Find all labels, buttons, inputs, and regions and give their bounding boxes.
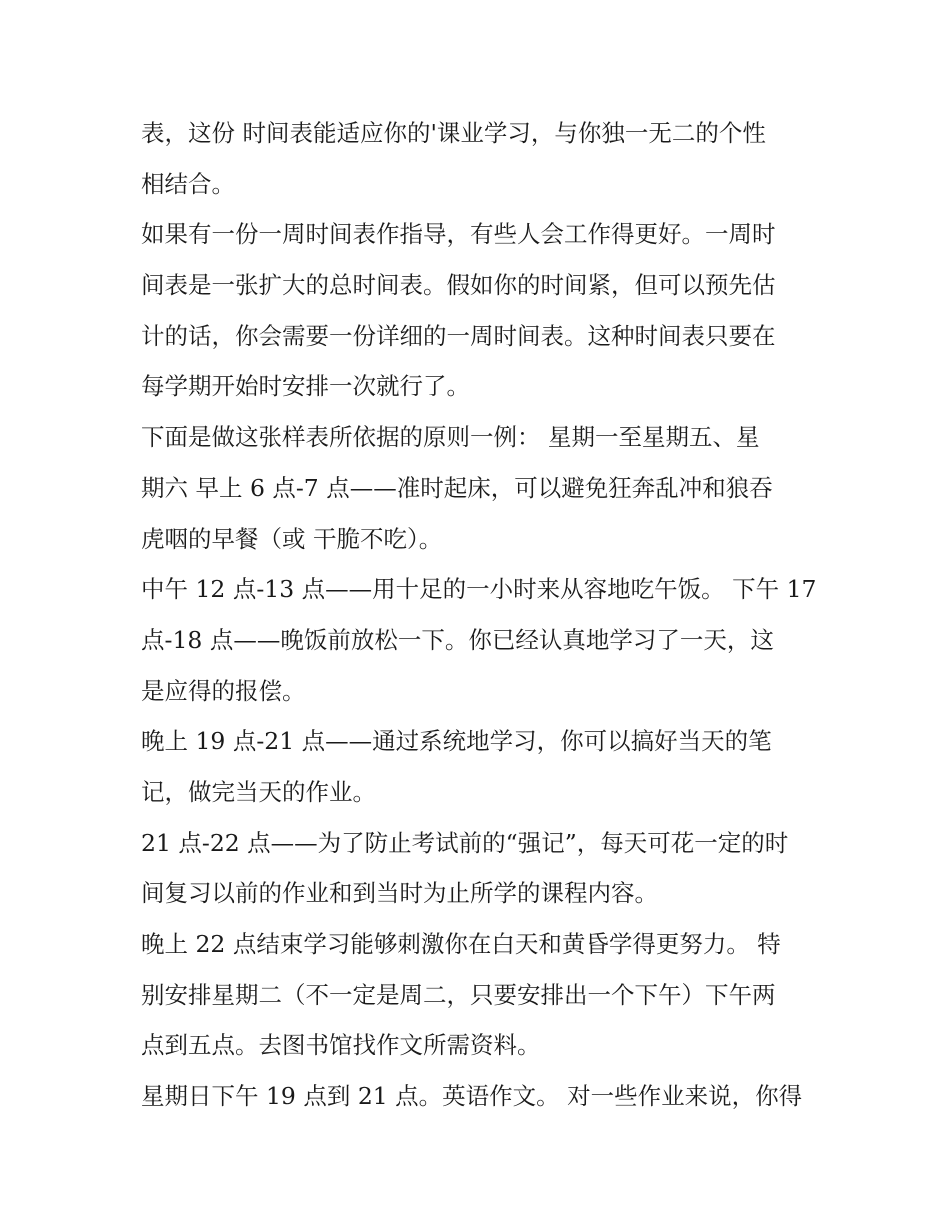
text-line: 中午 12 点-13 点——用十足的一小时来从容地吃午饭。 下午 17 xyxy=(141,575,817,604)
text-line: 星期日下午 19 点到 21 点。英语作文。 对一些作业来说，你得 xyxy=(141,1082,803,1111)
text-line: 间表是一张扩大的总时间表。假如你的时间紧，但可以预先估 xyxy=(141,271,776,300)
text-line: 虎咽的早餐（或 干脆不吃）。 xyxy=(141,524,443,553)
text-line: 点-18 点——晚饭前放松一下。你已经认真地学习了一天，这 xyxy=(141,625,774,654)
text-line: 21 点-22 点——为了防止考试前的“强记”，每天可花一定的时 xyxy=(141,828,789,857)
text-line: 别安排星期二（不一定是周二，只要安排出一个下午）下午两 xyxy=(141,980,776,1009)
document-body-text xyxy=(141,108,821,1122)
text-line: 计的话，你会需要一份详细的一周时间表。这种时间表只要在 xyxy=(141,321,776,350)
text-line: 期六 早上 6 点-7 点——准时起床，可以避免狂奔乱冲和狼吞 xyxy=(141,473,773,502)
text-line: 是应得的报偿。 xyxy=(141,676,306,705)
text-line: 间复习以前的作业和到当时为止所学的课程内容。 xyxy=(141,879,658,908)
text-line: 晚上 22 点结束学习能够刺激你在白天和黄昏学得更努力。 特 xyxy=(141,930,781,958)
text-line: 晚上 19 点-21 点——通过系统地学习，你可以搞好当天的笔 xyxy=(141,727,772,756)
text-line: 下面是做这张样表所依据的原则一例： 星期一至星期五、星 xyxy=(141,423,760,452)
text-line: 如果有一份一周时间表作指导，有些人会工作得更好。一周时 xyxy=(141,220,776,249)
text-line: 相结合。 xyxy=(141,169,235,198)
text-line: 每学期开始时安排一次就行了。 xyxy=(141,372,470,401)
text-line: 记，做完当天的作业。 xyxy=(141,777,376,806)
text-line: 点到五点。去图书馆找作文所需资料。 xyxy=(141,1031,541,1060)
text-line: 表，这份 时间表能适应你的'课业学习，与你独一无二的个性 xyxy=(141,119,766,147)
